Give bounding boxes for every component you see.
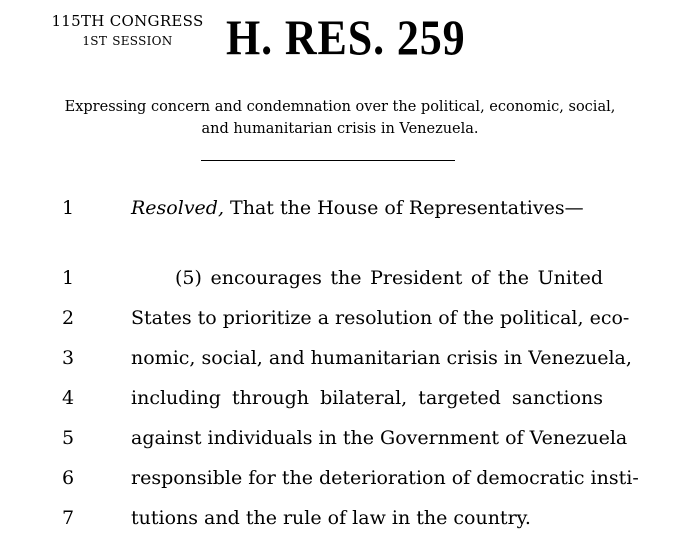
separator-rule: [201, 160, 455, 161]
paragraph-line: including through bilateral, targeted sanctions: [131, 387, 603, 409]
congress-line: [40, 12, 215, 31]
congress-word: CONGRESS: [109, 12, 204, 30]
line-number: 4: [61, 387, 75, 409]
session-word: SESSION: [112, 34, 173, 48]
session-ordinal: 1ST: [82, 34, 108, 48]
paragraph-line: nomic, social, and humanitarian crisis in Venezuela,: [131, 347, 632, 369]
line-number: 1: [61, 197, 75, 219]
resolved-clause: [131, 196, 603, 220]
congress-ordinal: 115TH: [51, 12, 105, 30]
resolved-text: That the House of Representatives—: [224, 197, 584, 219]
bill-title: H. RES. 259: [226, 9, 466, 65]
resolved-word: Resolved,: [131, 197, 224, 219]
paragraph-line: tutions and the rule of law in the country.: [131, 507, 531, 529]
session-line: [40, 31, 215, 51]
purpose-line-1: Expressing concern and condemnation over the political, economic, social,: [64, 99, 616, 115]
line-number: 1: [61, 267, 75, 289]
purpose-statement: [40, 96, 640, 140]
congress-session-block: [40, 12, 215, 51]
purpose-line-2: and humanitarian crisis in Venezuela.: [201, 121, 479, 137]
paragraph-line: (5) encourages the President of the United: [175, 267, 603, 289]
line-number: 3: [61, 347, 75, 369]
paragraph-line: States to prioritize a resolution of the political, eco-: [131, 307, 630, 329]
line-number: 6: [61, 467, 75, 489]
paragraph-line: responsible for the deterioration of democratic insti-: [131, 467, 639, 489]
paragraph-line: against individuals in the Government of Venezuela: [131, 427, 628, 449]
line-number: 5: [61, 427, 75, 449]
line-number: 2: [61, 307, 75, 329]
line-number: 7: [61, 507, 75, 529]
